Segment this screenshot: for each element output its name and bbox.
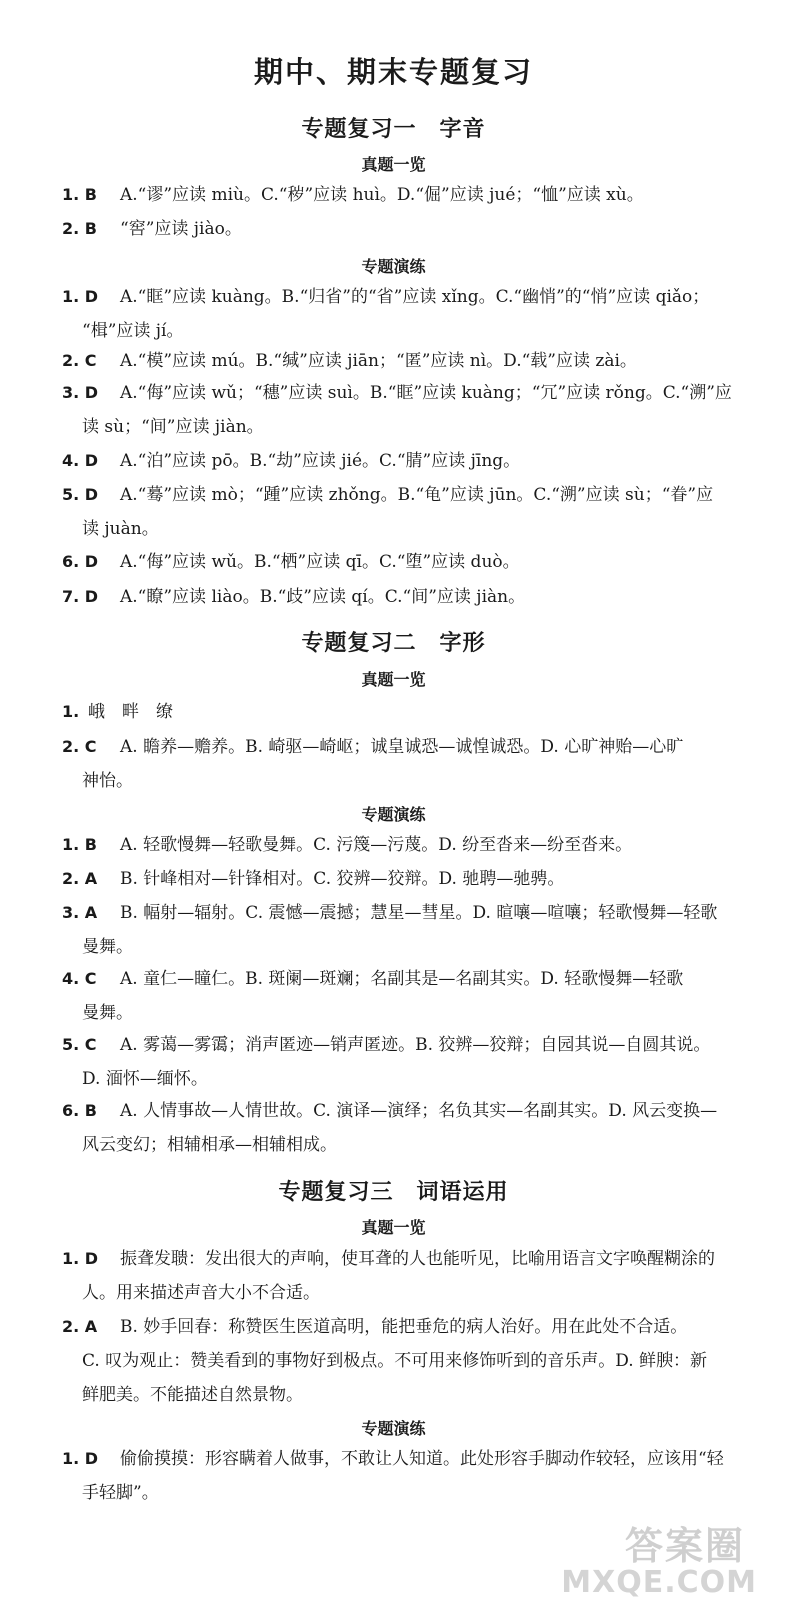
answer-text: A. 人情事故—人情世故。C. 演译—演绎；名负其实—名副其实。D. 风云变换—: [120, 1101, 718, 1121]
answer-number: 2. A: [62, 869, 98, 888]
answer-number: 2. C: [62, 737, 97, 756]
answer-item: [62, 444, 755, 478]
answer-text: 振聋发聩：发出很大的声响，使耳聋的人也能听见，比喻用语言文字唤醒糊涂的: [120, 1249, 715, 1269]
answer-text: A.“瞭”应读 liào。B.“歧”应读 qí。C.“间”应读 jiàn。: [120, 587, 526, 607]
answer-number: 2. B: [62, 219, 97, 238]
answer-text-continued: 风云变幻；相辅相承—相辅相成。: [82, 1135, 337, 1155]
answer-item: [62, 212, 755, 246]
answer-text-continued: “楫”应读 jí。: [82, 321, 184, 341]
answer-text: B. 针峰相对—针锋相对。C. 狡辨—狡辩。D. 驰聘—驰骋。: [120, 869, 565, 889]
answer-text-continued: 曼舞。: [82, 1003, 133, 1023]
answer-number: 6. B: [62, 1101, 97, 1120]
answer-text-continued: C. 叹为观止：赞美看到的事物好到极点。不可用来修饰听到的音乐声。D. 鲜腴：新: [82, 1351, 708, 1371]
answer-number: 2. A: [62, 1317, 98, 1336]
answer-item: [62, 478, 755, 546]
answer-item: [62, 962, 755, 1030]
answer-number: 1. B: [62, 835, 97, 854]
answer-text-continued: 人。用来描述声音大小不合适。: [82, 1283, 320, 1303]
answer-text-continued: 手轻脚”。: [82, 1483, 159, 1503]
answer-text-continued: D. 湎怀—缅怀。: [82, 1069, 208, 1089]
answer-number: 2. C: [62, 351, 97, 370]
answer-text: “窖”应读 jiào。: [120, 219, 242, 239]
answer-item: [62, 580, 755, 614]
page-title: 期中、期末专题复习: [253, 55, 533, 89]
answer-text: A. 瞻养—赡养。B. 崎驱—崎岖；诚皇诚恐—诚惶诚恐。D. 心旷神贻—心旷: [120, 737, 684, 757]
answer-number: 1. D: [62, 1249, 99, 1268]
answer-item: [62, 1310, 755, 1412]
subsection-title-yanlian-3: 专题演练: [361, 1419, 426, 1438]
answer-number: 1. D: [62, 1449, 99, 1468]
answer-number: 5. D: [62, 485, 99, 504]
answer-item: [62, 178, 755, 212]
subsection-title-yanlian-1: 专题演练: [361, 257, 426, 276]
answer-number: 1. D: [62, 287, 99, 306]
watermark-url: MXQE.COM: [561, 1565, 757, 1600]
answer-number: 1. B: [62, 185, 97, 204]
answer-text-continued: 读 juàn。: [82, 519, 159, 539]
answer-text: A.“蓦”应读 mò；“踵”应读 zhǒng。B.“龟”应读 jūn。C.“溯”应读 sù；“眷”应: [120, 485, 714, 505]
answer-item: [62, 862, 755, 896]
subsection-title-yanlian-2: 专题演练: [361, 805, 426, 824]
answer-item: [62, 545, 755, 579]
answer-number: 3. A: [62, 903, 98, 922]
answer-text: A. 雾蔼—雾霭；消声匿迹—销声匿迹。B. 狡辨—狡辩；自园其说—自圆其说。: [120, 1035, 711, 1055]
answer-number: 5. C: [62, 1035, 97, 1054]
answer-text: 偷偷摸摸：形容瞒着人做事，不敢让人知道。此处形容手脚动作较轻，应该用“轻: [120, 1449, 724, 1469]
answer-text: B. 妙手回春：称赞医生医道高明，能把垂危的病人治好。用在此处不合适。: [120, 1317, 688, 1337]
answer-number: 4. D: [62, 451, 99, 470]
answer-item: [62, 695, 755, 729]
answer-number: 4. C: [62, 969, 97, 988]
subsection-title-zhenti-1: 真题一览: [361, 155, 426, 174]
answer-text: 峨 畔 缭: [88, 702, 173, 722]
answer-item: [62, 280, 755, 348]
subsection-title-zhenti-2: 真题一览: [361, 670, 426, 689]
answer-text: A.“模”应读 mú。B.“缄”应读 jiān；“匿”应读 nì。D.“载”应读 zài。: [120, 351, 637, 371]
answer-text: A.“眶”应读 kuàng。B.“归省”的“省”应读 xǐng。C.“幽悄”的“悄”应读 qiǎo；: [120, 287, 710, 307]
answer-text-continued: 读 sù；“间”应读 jiàn。: [82, 417, 264, 437]
answer-text: A. 童仁—瞳仁。B. 斑阑—斑斓；名副其是—名副其实。D. 轻歌慢舞—轻歌: [120, 969, 684, 989]
answer-text: A.“谬”应读 miù。C.“秽”应读 huì。D.“倔”应读 jué；“恤”应读 xù。: [120, 185, 644, 205]
answer-text-continued: 鲜肥美。不能描述自然景物。: [82, 1385, 303, 1405]
answer-text-continued: 曼舞。: [82, 937, 133, 957]
answer-number: 7. D: [62, 587, 99, 606]
answer-item: [62, 344, 755, 378]
answer-item: [62, 730, 755, 798]
section-title-2: 专题复习二 字形: [301, 631, 486, 656]
answer-text: A.“泊”应读 pō。B.“劫”应读 jié。C.“腈”应读 jīng。: [120, 451, 521, 471]
answer-number: 3. D: [62, 383, 99, 402]
answer-item: [62, 376, 755, 444]
answer-text: A.“侮”应读 wǔ；“穗”应读 suì。B.“眶”应读 kuàng；“冗”应读 rǒng。C.“溯”应: [120, 383, 732, 403]
answer-item: [62, 1242, 755, 1310]
answer-text: A.“侮”应读 wǔ。B.“栖”应读 qī。C.“堕”应读 duò。: [120, 552, 520, 572]
answer-number: 1.: [62, 702, 80, 721]
answer-text: B. 幅射—辐射。C. 震憾—震撼；慧星—彗星。D. 暄嚷—喧嚷；轻歌慢舞—轻歌: [120, 903, 718, 923]
section-title-1: 专题复习一 字音: [301, 117, 486, 142]
subsection-title-zhenti-3: 真题一览: [361, 1218, 426, 1237]
answer-item: [62, 1094, 755, 1162]
answer-number: 6. D: [62, 552, 99, 571]
watermark-logo: 答案圈: [624, 1524, 745, 1568]
answer-text: A. 轻歌慢舞—轻歌曼舞。C. 污篾—污蔑。D. 纷至沓来—纷至沓来。: [120, 835, 633, 855]
answer-item: [62, 1442, 755, 1510]
section-title-3: 专题复习三 词语运用: [278, 1180, 509, 1205]
answer-item: [62, 828, 755, 862]
answer-item: [62, 1028, 755, 1096]
answer-text-continued: 神怡。: [82, 771, 133, 791]
answer-item: [62, 896, 755, 964]
